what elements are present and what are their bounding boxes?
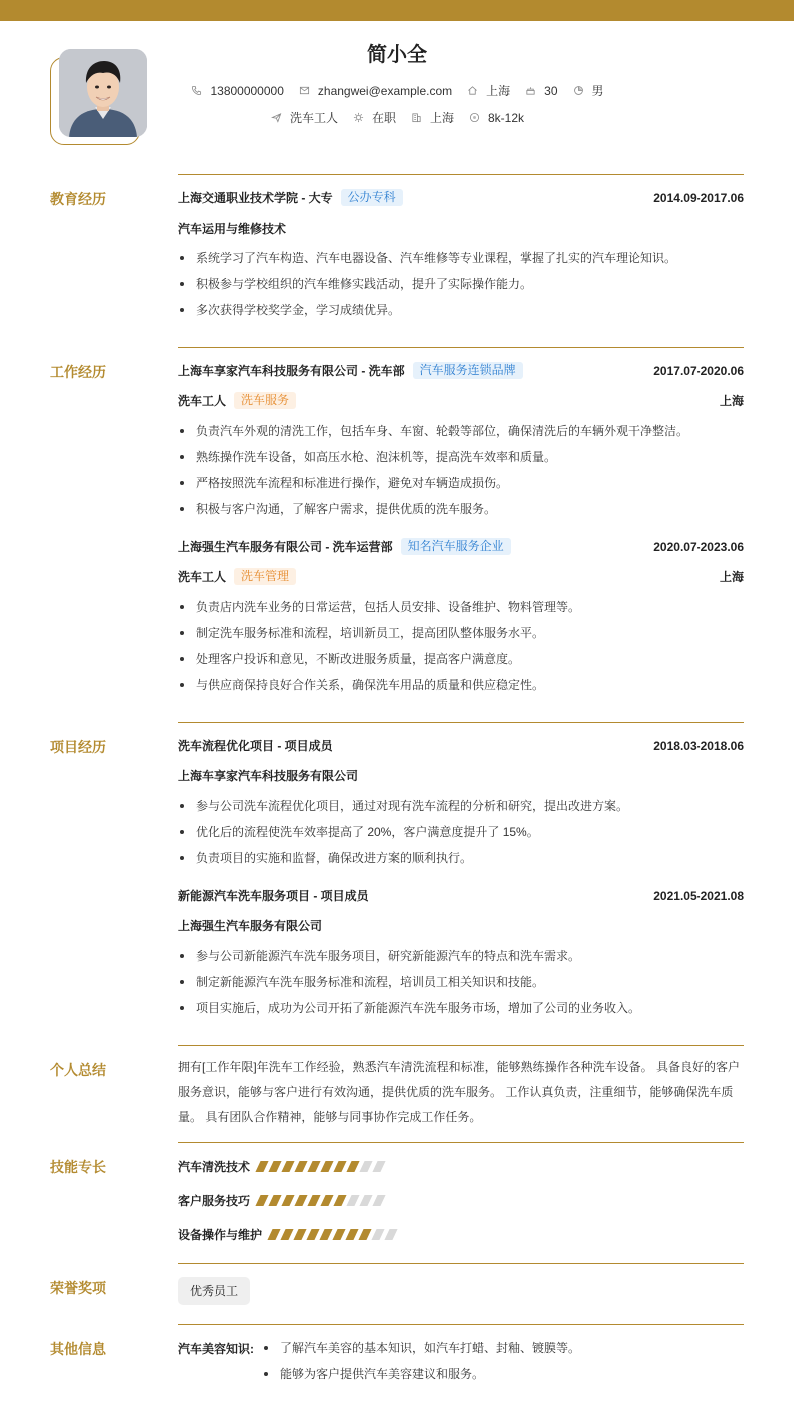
email-item (298, 84, 452, 98)
work-section-title: 工作经历 (50, 364, 106, 380)
skill-segment-filled (255, 1195, 268, 1206)
building-icon (410, 111, 423, 124)
skill-name: 设备操作与维护 (178, 1228, 263, 1242)
work-date: 2017.07-2020.06 (653, 363, 744, 378)
skill-segment-filled (358, 1229, 371, 1240)
skill-segment-filled (307, 1195, 320, 1206)
top-accent-bar (0, 0, 794, 21)
skills-section-title: 技能专长 (50, 1159, 106, 1175)
skill-row (178, 1158, 388, 1175)
skill-segment-filled (346, 1161, 359, 1172)
skill-segment-filled (255, 1161, 268, 1172)
age-text: 30 (544, 83, 558, 98)
role-tag: 洗车服务 (234, 392, 296, 409)
education-major: 汽车运用与维修技术 (178, 222, 287, 236)
salary-text: 8k-12k (488, 110, 525, 125)
contact-row (0, 82, 794, 99)
gender-icon (572, 84, 585, 97)
list-item: 积极与客户沟通，了解客户需求，提供优质的洗车服务。 (178, 502, 744, 528)
company-tag: 汽车服务连锁品牌 (413, 362, 523, 379)
phone-item (190, 84, 283, 98)
skill-level-bar (258, 1195, 388, 1206)
skill-segment-filled (333, 1161, 346, 1172)
project-0-header (178, 737, 744, 754)
skill-segment-filled (268, 1161, 281, 1172)
skill-segment-filled (320, 1161, 333, 1172)
project-title: 新能源汽车洗车服务项目 - 项目成员 (178, 889, 369, 903)
project-date: 2018.03-2018.06 (653, 738, 744, 753)
honors-section-title: 荣誉奖项 (50, 1280, 106, 1296)
salary-item (468, 111, 524, 125)
other-divider (178, 1324, 744, 1325)
status-item (352, 109, 396, 126)
list-item: 负责店内洗车业务的日常运营，包括人员安排、设备维护、物料管理等。 (178, 600, 744, 626)
list-item: 参与公司洗车流程优化项目，通过对现有洗车流程的分析和研究，提出改进方案。 (178, 799, 744, 825)
list-item: 制定洗车服务标准和流程，培训新员工，提高团队整体服务水平。 (178, 626, 744, 652)
salary-icon (468, 111, 481, 124)
education-section-title: 教育经历 (50, 191, 106, 207)
education-major-row (178, 220, 744, 237)
work-1-bullets (178, 600, 744, 704)
work-0-bullets (178, 424, 744, 528)
phone-text: 13800000000 (210, 83, 284, 98)
other-label: 汽车美容知识: (178, 1342, 254, 1356)
skill-segment-filled (281, 1195, 294, 1206)
skill-level-bar (270, 1229, 400, 1240)
skill-segment-filled (306, 1229, 319, 1240)
role-name: 洗车工人 (178, 394, 227, 408)
list-item: 积极参与学校组织的汽车维修实践活动，提升了实际操作能力。 (178, 277, 744, 303)
skill-segment-filled (281, 1161, 294, 1172)
list-item: 优化后的流程使洗车效率提高了 20%，客户满意度提升了 15%。 (178, 825, 744, 851)
summary-text: 拥有[工作年限]年洗车工作经验，熟悉汽车清洗流程和标准，能够熟练操作各种洗车设备。 具备良好的客户服务意识，能够与客户进行有效沟通，提供优质的洗车服务。 工作认真负责，注重细节，能够确保洗车质量。 具有团队合作精神，能够与同事协作完成工作任务。 (178, 1060, 741, 1124)
skill-segment-filled (293, 1229, 306, 1240)
skill-segment-filled (294, 1161, 307, 1172)
target-job-text: 洗车工人 (289, 111, 338, 125)
education-date: 2014.09-2017.06 (653, 190, 744, 205)
skill-name: 汽车清洗技术 (178, 1160, 251, 1174)
target-city-text: 上海 (429, 111, 454, 125)
skill-segment-empty (371, 1229, 384, 1240)
phone-icon (190, 84, 203, 97)
skill-level-bar (258, 1161, 388, 1172)
location-item (466, 82, 510, 99)
other-list (262, 1341, 744, 1393)
skill-segment-filled (319, 1229, 332, 1240)
skills-divider (178, 1142, 744, 1143)
list-item: 严格按照洗车流程和标准进行操作，避免对车辆造成损伤。 (178, 476, 744, 502)
company-name: 上海强生汽车服务有限公司 - 洗车运营部 (178, 540, 393, 554)
project-company: 上海车享家汽车科技服务有限公司 (178, 769, 359, 783)
work-city: 上海 (719, 394, 744, 408)
education-bullets (178, 251, 744, 329)
skill-segment-filled (280, 1229, 293, 1240)
project-date: 2021.05-2021.08 (653, 888, 744, 903)
skill-name: 客户服务技巧 (178, 1194, 251, 1208)
education-header (178, 189, 744, 206)
location-text: 上海 (486, 84, 511, 98)
project-company: 上海强生汽车服务有限公司 (178, 919, 323, 933)
list-item: 与供应商保持良好合作关系，确保洗车用品的质量和供应稳定性。 (178, 678, 744, 704)
project-1-company-row (178, 917, 744, 934)
project-section-title: 项目经历 (50, 739, 106, 755)
company-tag: 知名汽车服务企业 (401, 538, 511, 555)
role-name: 洗车工人 (178, 570, 227, 584)
skill-row (178, 1192, 388, 1209)
honors-divider (178, 1263, 744, 1264)
skill-segment-empty (372, 1161, 385, 1172)
project-1-bullets (178, 949, 744, 1027)
status-text: 在职 (371, 111, 396, 125)
list-item: 系统学习了汽车构造、汽车电器设备、汽车维修等专业课程，掌握了扎实的汽车理论知识。 (178, 251, 744, 277)
email-text: zhangwei@example.com (317, 83, 453, 98)
list-item: 能够为客户提供汽车美容建议和服务。 (262, 1367, 744, 1393)
skill-segment-empty (384, 1229, 397, 1240)
list-item: 参与公司新能源汽车洗车服务项目，研究新能源汽车的特点和洗车需求。 (178, 949, 744, 975)
project-0-company-row (178, 767, 744, 784)
skill-segment-empty (359, 1161, 372, 1172)
summary-divider (178, 1045, 744, 1046)
skill-segment-filled (333, 1195, 346, 1206)
school-tag: 公办专科 (341, 189, 403, 206)
work-0-header (178, 362, 744, 379)
project-0-bullets (178, 799, 744, 877)
project-title: 洗车流程优化项目 - 项目成员 (178, 739, 333, 753)
work-city: 上海 (719, 570, 744, 584)
work-divider (178, 347, 744, 348)
honor-badge: 优秀员工 (178, 1277, 250, 1305)
skill-segment-filled (294, 1195, 307, 1206)
skill-segment-filled (332, 1229, 345, 1240)
skill-segment-empty (372, 1195, 385, 1206)
skill-segment-filled (345, 1229, 358, 1240)
list-item: 多次获得学校奖学金，学习成绩优异。 (178, 303, 744, 329)
gender-item (572, 82, 604, 99)
gender-text: 男 (591, 84, 604, 98)
skill-segment-empty (359, 1195, 372, 1206)
list-item: 熟练操作洗车设备，如高压水枪、泡沫机等，提高洗车效率和质量。 (178, 450, 744, 476)
skill-segment-filled (307, 1161, 320, 1172)
skill-segment-empty (346, 1195, 359, 1206)
home-icon (466, 84, 479, 97)
skill-row (178, 1226, 400, 1243)
list-item: 负责汽车外观的清洗工作，包括车身、车窗、轮毂等部位，确保清洗后的车辆外观干净整洁。 (178, 424, 744, 450)
skill-segment-filled (267, 1229, 280, 1240)
work-1-header (178, 538, 744, 555)
list-item: 项目实施后，成功为公司开拓了新能源汽车洗车服务市场，增加了公司的业务收入。 (178, 1001, 744, 1027)
project-divider (178, 722, 744, 723)
candidate-name: 简小全 (367, 44, 427, 66)
age-item (524, 84, 557, 98)
company-name: 上海车享家汽车科技服务有限公司 - 洗车部 (178, 364, 405, 378)
school-name: 上海交通职业技术学院 - 大专 (178, 191, 333, 205)
list-item: 了解汽车美容的基本知识，如汽车打蜡、封釉、镀膜等。 (262, 1341, 744, 1367)
list-item: 处理客户投诉和意见，不断改进服务质量，提高客户满意度。 (178, 652, 744, 678)
education-divider (178, 174, 744, 175)
other-section-title: 其他信息 (50, 1341, 106, 1357)
summary-section-title: 个人总结 (50, 1062, 106, 1078)
status-icon (352, 111, 365, 124)
skill-segment-filled (268, 1195, 281, 1206)
target-job-item (270, 109, 338, 126)
mail-icon (298, 84, 311, 97)
list-item: 负责项目的实施和监督，确保改进方案的顺利执行。 (178, 851, 744, 877)
target-city-item (410, 109, 454, 126)
project-1-header (178, 887, 744, 904)
work-1-role-row (178, 568, 744, 585)
skill-segment-filled (320, 1195, 333, 1206)
age-icon (524, 84, 537, 97)
work-date: 2020.07-2023.06 (653, 539, 744, 554)
job-row (0, 109, 794, 126)
send-icon (270, 111, 283, 124)
role-tag: 洗车管理 (234, 568, 296, 585)
work-0-role-row (178, 392, 744, 409)
list-item: 制定新能源汽车洗车服务标准和流程，培训员工相关知识和技能。 (178, 975, 744, 1001)
